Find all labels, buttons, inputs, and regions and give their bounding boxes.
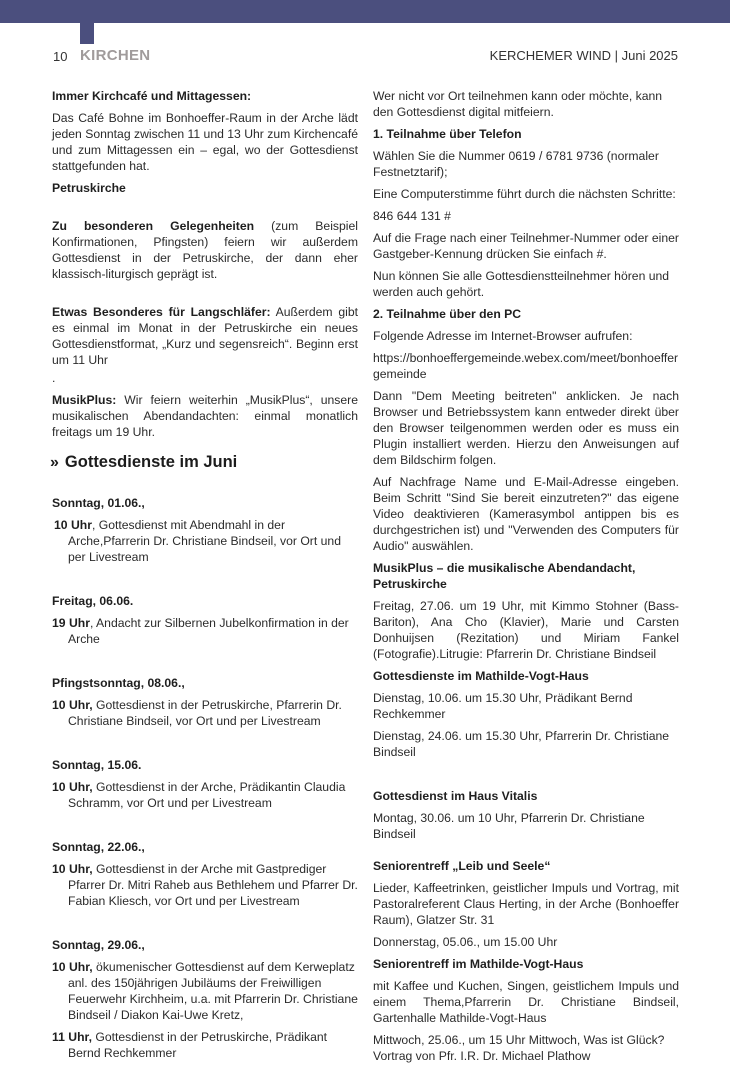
digital-intro: Wer nicht vor Ort teilnehmen kann oder möchte, kann den Gottesdienst digital mitfeiern.	[373, 89, 663, 119]
pc-p1: Folgende Adresse im Internet-Browser aufrufen:	[373, 329, 633, 343]
masthead: KERCHEMER WIND | Juni 2025	[489, 48, 678, 63]
entry-time: 10 Uhr	[54, 518, 92, 532]
vitalis-heading: Gottesdienst im Haus Vitalis	[373, 789, 538, 803]
webex-link[interactable]: https://bonhoeffergemeinde.webex.com/meet/bonhoeffergemeinde	[373, 351, 679, 381]
gelegenheiten-lead: Zu besonderen Gelegenheiten	[52, 219, 255, 233]
petruskirche-heading: Petruskirche	[52, 181, 126, 195]
musikplus-heading: MusikPlus – die musikalische Abendandacht, Petruskirche	[373, 561, 636, 591]
telefon-heading: 1. Teilnahme über Telefon	[373, 127, 522, 141]
entry-text: ökumenischer Gottesdienst auf dem Kerweplatz anl. des 150jährigen Jubiläums der Freiwilligen Feuerwehr Kirchheim, u.a. mit Pfarrerin Dr. Christiane Bindseil / Diakon Kai-Uwe Kretz,	[68, 960, 358, 1022]
langschlaefer-lead: Etwas Besonderes für Langschläfer:	[52, 305, 271, 319]
langschlaefer-paragraph	[52, 304, 358, 368]
entry-time: 10 Uhr,	[52, 780, 93, 794]
schedule-day	[52, 675, 358, 729]
entry-time: 10 Uhr,	[52, 862, 93, 876]
schedule-day	[52, 495, 358, 565]
senioren-mathilde-p2: Mittwoch, 25.06., um 15 Uhr Mittwoch, Was ist Glück? Vortrag von Pfr. I.R. Dr. Michael Plathow	[373, 1033, 665, 1063]
entry-time: 11 Uhr,	[52, 1030, 92, 1044]
senioren-mathilde-p1: mit Kaffee und Kuchen, Singen, geistlichem Impuls und einem Thema,Pfarrerin Dr. Christiane Bindseil, Gartenhalle Mathilde-Vogt-Haus	[373, 979, 679, 1025]
mathilde-p1: Dienstag, 10.06. um 15.30 Uhr, Prädikant Bernd Rechkemmer	[373, 691, 633, 721]
musikplus-lead: MusikPlus:	[52, 393, 117, 407]
entry-text: Gottesdienst in der Petruskirche, Pfarrerin Dr. Christiane Bindseil, vor Ort und per Livestream	[68, 698, 342, 728]
schedule-date: Pfingstsonntag, 08.06.,	[52, 676, 185, 690]
leib-seele-p1: Lieder, Kaffeetrinken, geistlicher Impuls und Vortrag, mit Pastoralreferent Claus Herting, in der Arche (Bonhoeffer Raum), Glatzer Str. 31	[373, 881, 679, 927]
schedule-day	[52, 757, 358, 811]
leib-seele-p2: Donnerstag, 05.06., um 15.00 Uhr	[373, 935, 558, 949]
leib-seele-heading: Seniorentreff „Leib und Seele“	[373, 859, 551, 873]
langschlaefer-text: Außerdem gibt es einmal im Monat in der Petruskirche ein neues Gottesdienstformat, „Kurz und segensreich“. Beginn erst um 11 Uhr	[52, 305, 358, 367]
senioren-mathilde-heading: Seniorentreff im Mathilde-Vogt-Haus	[373, 957, 584, 971]
pc-heading: 2. Teilnahme über den PC	[373, 307, 522, 321]
kirchcafe-heading: Immer Kirchcafé und Mittagessen:	[52, 89, 252, 103]
header-color-bar	[0, 0, 730, 23]
kirchcafe-text: Das Café Bohne im Bonhoeffer-Raum in der Arche lädt jeden Sonntag zwischen 11 und 13 Uhr zum Kirchencafé und zum Mittagessen ein – egal, wo der Gottesdienst stattgefunden hat.	[52, 111, 359, 173]
page-number: 10	[53, 49, 68, 64]
schedule-date: Sonntag, 29.06.,	[52, 938, 145, 952]
header-tab-marker	[80, 23, 94, 44]
schedule-day	[52, 839, 358, 909]
schedule-date: Sonntag, 15.06.	[52, 758, 142, 772]
telefon-p3: Auf die Frage nach einer Teilnehmer-Nummer oder einer Gastgeber-Kennung drücken Sie einfach #.	[373, 231, 679, 261]
schedule-date: Freitag, 06.06.	[52, 594, 134, 608]
telefon-p1: Wählen Sie die Nummer 0619 / 6781 9736 (normaler Festnetztarif);	[373, 149, 659, 179]
gelegenheiten-text: (zum Beispiel Konfirmationen, Pfingsten) feiern wir außerdem Gottesdienst in der Petruskirche, der dann eher klassisch-liturgisch geprägt ist.	[52, 219, 358, 281]
pc-p2: Dann "Dem Meeting beitreten" anklicken. Je nach Browser und Betriebssystem kann entweder direkt über den Browser teilgenommen werden oder es muss ein Plugin installiert werden. Hierzu den Anweisungen auf dem Bildschirm folgen.	[373, 389, 679, 467]
webex-url	[373, 350, 679, 382]
left-column	[52, 88, 358, 1067]
entry-text: Gottesdienst in der Arche, Prädikantin Claudia Schramm, vor Ort und per Livestream	[68, 780, 346, 810]
musikplus-text: Wir feiern weiterhin „MusikPlus“, unsere musikalischen Abendandachten: einmal monatlich freitags um 19 Uhr.	[52, 393, 358, 439]
gelegenheiten-paragraph	[52, 218, 358, 282]
schedule-day	[52, 593, 358, 647]
entry-text: Gottesdienst in der Petruskirche, Prädikant Bernd Rechkemmer	[68, 1030, 328, 1060]
pc-p3: Auf Nachfrage Name und E-Mail-Adresse eingeben. Beim Schritt "Sind Sie bereit einzutreten?" das eigene Video deaktivieren (Kamerasymbol antippen bis es durchgestrichen ist) und "Verwenden des Computers für Audio" auswählen.	[373, 475, 679, 553]
schedule-entry	[52, 615, 358, 647]
vitalis-p1: Montag, 30.06. um 10 Uhr, Pfarrerin Dr. Christiane Bindseil	[373, 811, 645, 841]
schedule-entry	[52, 697, 358, 729]
schedule-entry	[52, 779, 358, 811]
entry-text: Gottesdienst in der Arche mit Gastprediger Pfarrer Dr. Mitri Raheb aus Bethlehem und Pfarrer Dr. Fabian Kliesch, vor Ort und per Livestream	[68, 862, 358, 908]
mathilde-p2: Dienstag, 24.06. um 15.30 Uhr, Pfarrerin Dr. Christiane Bindseil	[373, 729, 670, 759]
schedule-entry	[52, 861, 358, 909]
right-column	[373, 88, 679, 1070]
entry-time: 19 Uhr	[52, 616, 90, 630]
section-label: KIRCHEN	[80, 47, 151, 64]
schedule-date: Sonntag, 01.06.,	[52, 496, 145, 510]
double-chevron-right-icon: »	[50, 454, 59, 471]
stray-dot: .	[52, 371, 56, 385]
schedule-entry	[52, 517, 358, 565]
musikplus-details: Freitag, 27.06. um 19 Uhr, mit Kimmo Stohner (Bass-Bariton), Ana Cho (Klavier), Marie und Carsten Donhuijsen (Rezitation) und Miriam Fankel (Fotografie).Litrugie: Pfarrerin Dr. Christiane Bindseil	[373, 599, 679, 661]
schedule-date: Sonntag, 22.06.,	[52, 840, 145, 854]
schedule-entry	[52, 1029, 358, 1061]
mathilde-heading: Gottesdienste im Mathilde-Vogt-Haus	[373, 669, 589, 683]
entry-text: , Andacht zur Silbernen Jubelkonfirmation in der Arche	[68, 616, 349, 646]
telefon-p4: Nun können Sie alle Gottesdienstteilnehmer hören und werden auch gehört.	[373, 269, 670, 299]
section-title-label: Gottesdienste im Juni	[64, 453, 238, 471]
musikplus-paragraph	[52, 392, 358, 440]
schedule-entry	[52, 959, 358, 1023]
telefon-code: 846 644 131 #	[373, 209, 451, 223]
entry-time: 10 Uhr,	[52, 960, 93, 974]
section-title	[50, 452, 358, 473]
telefon-p2: Eine Computerstimme führt durch die nächsten Schritte:	[373, 187, 676, 201]
schedule-day	[52, 937, 358, 1061]
entry-time: 10 Uhr,	[52, 698, 93, 712]
entry-text: , Gottesdienst mit Abendmahl in der Arche,Pfarrerin Dr. Christiane Bindseil, vor Ort und per Livestream	[68, 518, 341, 564]
